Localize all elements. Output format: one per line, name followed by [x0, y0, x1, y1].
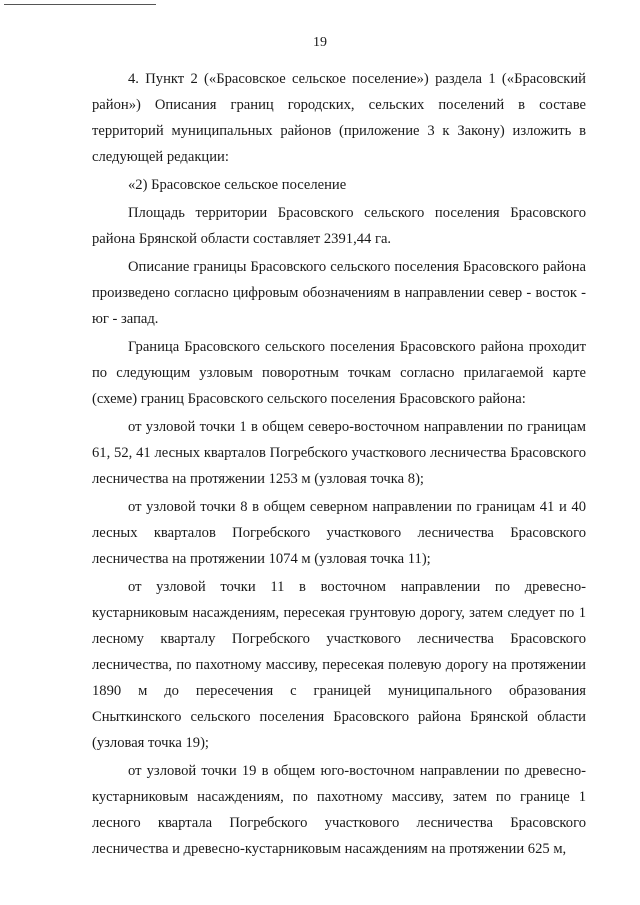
paragraph-segment-1-8: от узловой точки 1 в общем северо-восточном направлении по границам 61, 52, 41 лесных кварталов Погребского участкового лесничества Брасовского лесничества на протяжении 1253 м (узловая точка 8);: [92, 419, 586, 487]
paragraph-segment-8-11: от узловой точки 8 в общем северном направлении по границам 41 и 40 лесных кварталов Погребского участкового лесничества Брасовского лесничества на протяжении 1074 м (узловая точка 11);: [92, 499, 586, 567]
header-rule: [4, 4, 156, 5]
paragraph-area: Площадь территории Брасовского сельского поселения Брасовского района Брянской области составляет 2391,44 га.: [92, 205, 586, 247]
paragraph-boundary-points-intro: Граница Брасовского сельского поселения Брасовского района проходит по следующим узловым поворотным точкам согласно прилагаемой карте (схеме) границ Брасовского сельского поселения Брасовского района:: [92, 339, 586, 407]
paragraph-boundary-description: Описание границы Брасовского сельского поселения Брасовского района произведено согласно цифровым обозначениям в направлении север - восток - юг - запад.: [92, 259, 586, 327]
page-number: 19: [313, 35, 327, 50]
paragraph-section-heading: «2) Брасовское сельское поселение: [128, 177, 347, 193]
paragraph-segment-19-next: от узловой точки 19 в общем юго-восточном направлении по древесно-кустарниковым насаждениям, по пахотному массиву, затем по границе 1 лесного квартала Погребского участкового лесничества Брасовского лесничества и древесно-кустарниковым насаждениям на протяжении 625 м,: [92, 763, 586, 857]
paragraph-amendment-clause: 4. Пункт 2 («Брасовское сельское поселение») раздела 1 («Брасовский район») Описания границ городских, сельских поселений в составе территорий муниципальных районов (приложение 3 к Закону) изложить в следующей редакции:: [92, 71, 586, 165]
document-body: [92, 66, 586, 862]
paragraph-segment-11-19: от узловой точки 11 в восточном направлении по древесно-кустарниковым насаждениям, пересекая грунтовую дорогу, затем следует по 1 лесному кварталу Погребского участкового лесничества Брасовского лесничества, по пахотному массиву, пересекая полевую дорогу на протяжении 1890 м до пересечения с границей муниципального образования Сныткинского сельского поселения Брасовского района Брянской области (узловая точка 19);: [92, 579, 586, 751]
